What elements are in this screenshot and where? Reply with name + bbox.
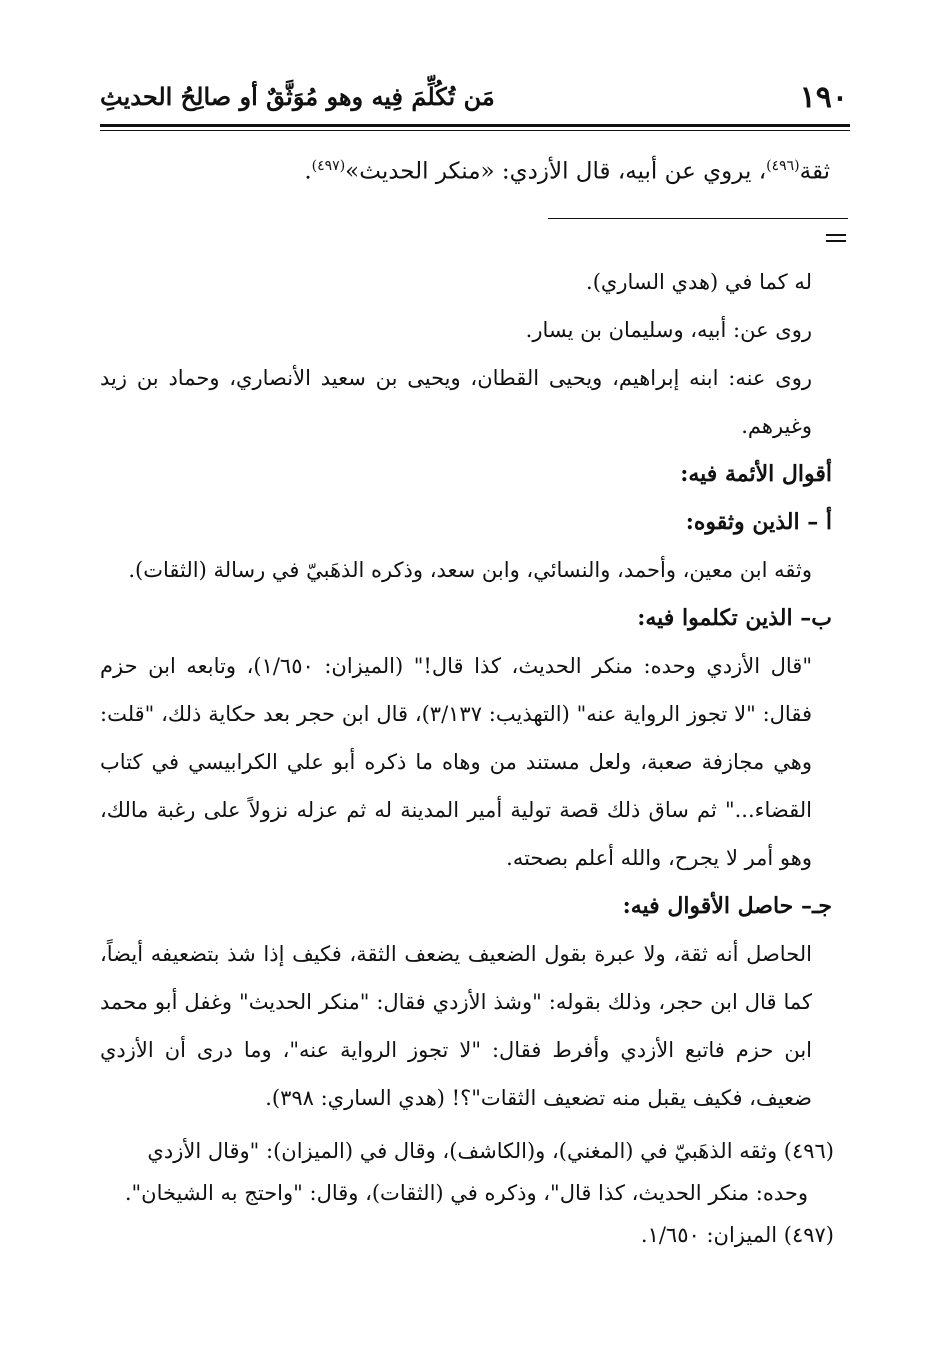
running-title: مَن تُكُلِّمَ فِيه وهو مُوَثَّقٌ أو صالِحُ الحديثِ	[100, 82, 495, 111]
lead-end: .	[304, 158, 312, 185]
paragraph-trusted-by: وثقه ابن معين، وأحمد، والنسائي، وابن سعد، وذكره الذهَبيّ في رسالة (الثقات).	[128, 558, 812, 582]
heading-scholars-sayings: أقوال الأئمة فيه:	[680, 461, 832, 487]
heading-summary: جـ– حاصل الأقوال فيه:	[622, 893, 832, 919]
footnote-496-line2: وحده: منكر الحديث، كذا قال"، وذكره في (الثقات)، وقال: "واحتج به الشيخان".	[124, 1181, 808, 1205]
paragraph-source: له كما في (هدي الساري).	[586, 270, 812, 294]
body-text	[100, 258, 832, 1122]
heading-who-criticized: ب– الذين تكلموا فيه:	[637, 605, 832, 631]
lead-line	[190, 158, 830, 185]
paragraph-narrated-from: روى عن: أبيه، وسليمان بن يسار.	[525, 318, 812, 342]
heading-who-trusted: أ – الذين وثقوه:	[685, 509, 832, 535]
lead-middle: ، يروي عن أبيه، قال الأزدي: «منكر الحديث»	[345, 158, 767, 185]
paragraph-narrators: روى عنه: ابنه إبراهيم، ويحيى القطان، ويحيى بن سعيد الأنصاري، وحماد بن زيد وغيرهم.	[100, 366, 812, 438]
footnote-496-line1: (٤٩٦) وثقه الذهَبيّ في (المغني)، و(الكاشف)، وقال في (الميزان): "وقال الأزدي	[147, 1139, 834, 1163]
continuation-mark	[826, 234, 846, 246]
lead-before: ثقة	[799, 158, 830, 185]
footnote-separator	[548, 218, 848, 219]
paragraph-summary: الحاصل أنه ثقة، ولا عبرة بقول الضعيف يضعف الثقة، فكيف إذا شذ بتضعيفه أيضاً، كما قال ابن حجر، وذلك بقوله: "وشذ الأزدي فقال: "منكر الحديث" وغفل أبو محمد ابن حزم فاتبع الأزدي وأفرط فقال: "لا تجوز الرواية عنه"، وما درى أن الأزدي ضعيف، فكيف يقبل منه تضعيف الثقات"؟! (هدي الساري: ٣٩٨).	[100, 942, 812, 1110]
page-header	[100, 76, 848, 120]
footnote-ref-497[interactable]: (٤٩٧)	[311, 158, 346, 174]
header-rule-thin	[100, 130, 850, 131]
page-number: ١٩٠	[799, 80, 848, 115]
footnotes	[94, 1130, 834, 1256]
footnote-ref-496[interactable]: (٤٩٦)	[766, 158, 800, 174]
footnote-497: (٤٩٧) الميزان: ١/٦٥٠.	[640, 1223, 834, 1247]
paragraph-criticism: "قال الأزدي وحده: منكر الحديث، كذا قال!" (الميزان: ١/٦٥٠)، وتابعه ابن حزم فقال: "لا تجوز الرواية عنه" (التهذيب: ٣/١٣٧)، قال ابن حجر بعد حكاية ذلك، "قلت: وهي مجازفة صعبة، ولعل مستند من وهاه ما ذكره أبو علي الكرابيسي في كتاب القضاء..." ثم ساق ذلك قصة تولية أمير المدينة له ثم عزله نزولاً على رغبة مالك، وهو أمر لا يجرح، والله أعلم بصحته.	[100, 654, 812, 870]
header-rule-thick	[100, 124, 850, 127]
